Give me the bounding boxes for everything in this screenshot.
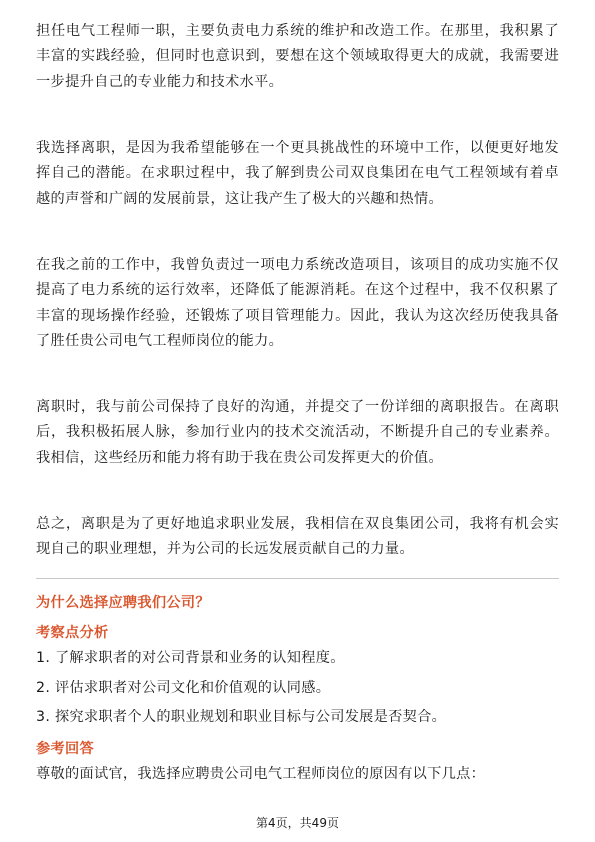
page-number: 第4页，共49页 xyxy=(256,816,339,830)
body-paragraph: 总之，离职是为了更好地追求职业发展，我相信在双良集团公司，我将有机会实现自己的职业理想，并为公司的长远发展贡献自己的力量。 xyxy=(36,516,559,558)
analysis-item: 3. 探究求职者个人的职业规划和职业目标与公司发展是否契合。 xyxy=(36,709,447,725)
body-paragraph: 担任电气工程师一职，主要负责电力系统的维护和改造工作。在那里，我积累了丰富的实践经验，但同时也意识到，要想在这个领域取得更大的成就，我需要进一步提升自己的专业能力和技术水平。 xyxy=(36,23,559,90)
section-divider xyxy=(36,578,559,579)
answer-heading: 参考回答 xyxy=(36,741,94,757)
question-title: 为什么选择应聘我们公司？ xyxy=(36,595,210,611)
answer-intro: 尊敬的面试官，我选择应聘贵公司电气工程师岗位的原因有以下几点： xyxy=(36,766,486,782)
analysis-heading: 考察点分析 xyxy=(36,625,109,641)
body-paragraph: 离职时，我与前公司保持了良好的沟通，并提交了一份详细的离职报告。在离职后，我积极拓展人脉，参加行业内的技术交流活动，不断提升自己的专业素养。我相信，这些经历和能力将有助于我在贵公司发挥更大的价值。 xyxy=(36,399,559,466)
body-paragraph: 在我之前的工作中，我曾负责过一项电力系统改造项目，该项目的成功实施不仅提高了电力系统的运行效率，还降低了能源消耗。在这个过程中，我不仅积累了丰富的现场操作经验，还锻炼了项目管理能力。因此，我认为这次经历使我具备了胜任贵公司电气工程师岗位的能力。 xyxy=(36,257,559,350)
analysis-item: 1. 了解求职者的对公司背景和业务的认知程度。 xyxy=(36,650,345,666)
body-paragraph: 我选择离职，是因为我希望能够在一个更具挑战性的环境中工作，以便更好地发挥自己的潜能。在求职过程中，我了解到贵公司双良集团在电气工程领域有着卓越的声誉和广阔的发展前景，这让我产生了极大的兴趣和热情。 xyxy=(36,140,559,207)
analysis-item: 2. 评估求职者对公司文化和价值观的认同感。 xyxy=(36,680,331,696)
